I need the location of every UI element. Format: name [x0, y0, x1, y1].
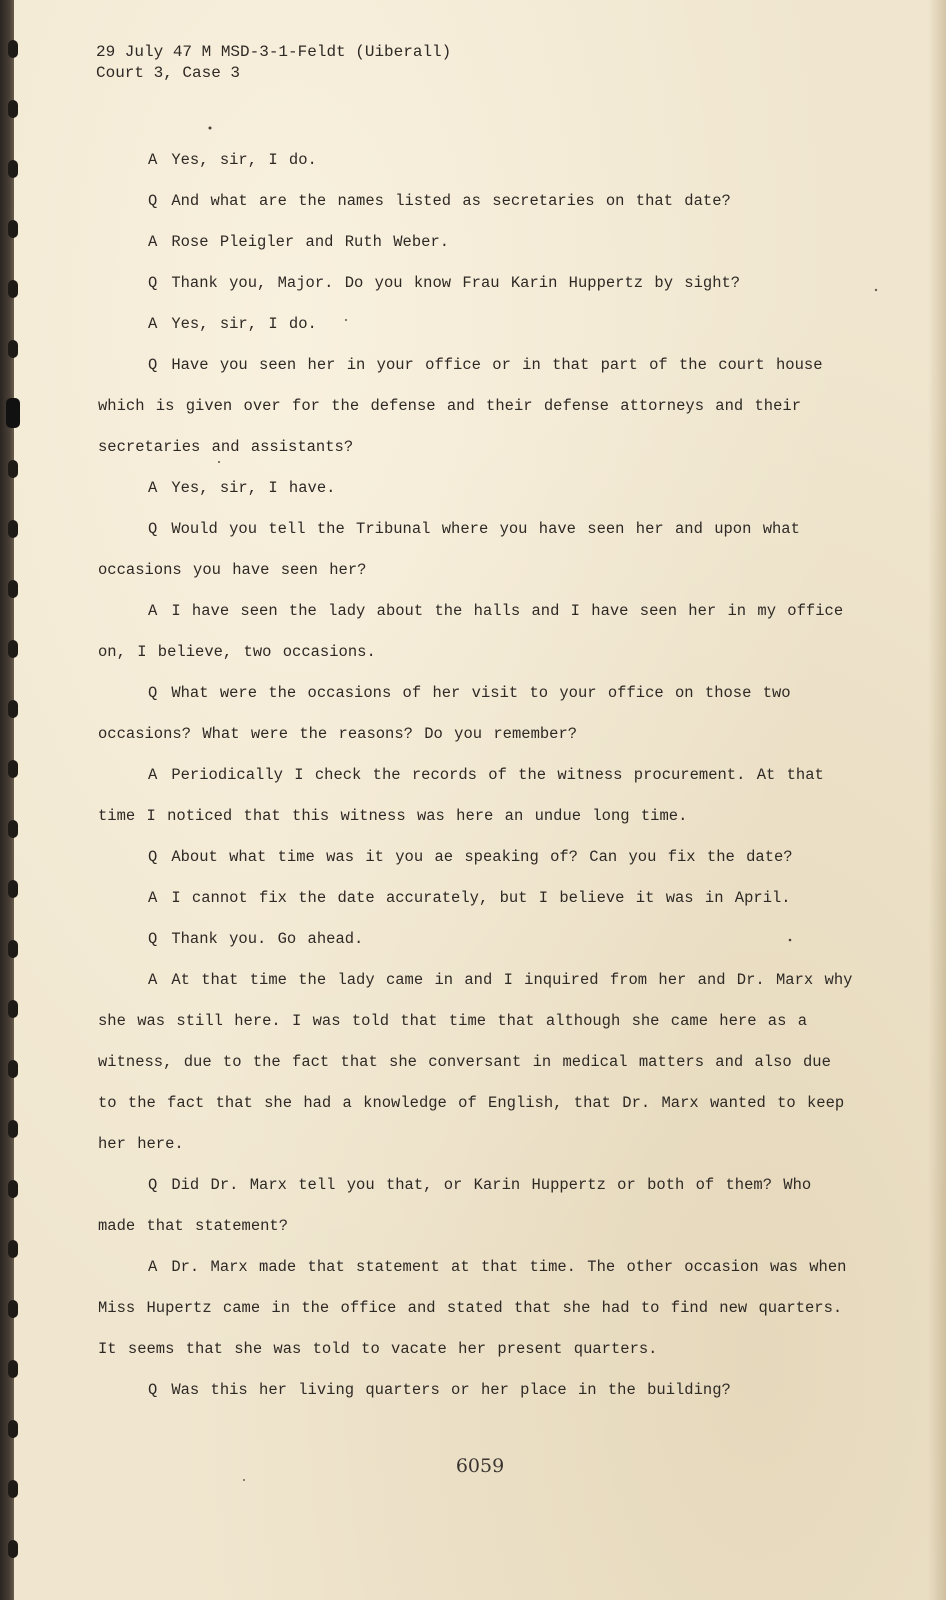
- paragraph-text: And what are the names listed as secretaries on that date?: [171, 192, 731, 210]
- paragraph-text: At that time the lady came in and I inquired from her and Dr. Marx why she was still here. I was told that time that although she came here as a witness, due to the fact that she conversant in medical matters and also due to the fact that she had a knowledge of English, that Dr. Marx wanted to keep her here.: [98, 971, 853, 1153]
- paragraph-text: Thank you. Go ahead.: [171, 930, 364, 948]
- speaker-label: A: [148, 233, 158, 251]
- answer-paragraph: [98, 468, 858, 509]
- question-paragraph: [98, 345, 858, 468]
- answer-paragraph: [98, 140, 858, 181]
- question-paragraph: [98, 509, 858, 591]
- answer-paragraph: [98, 304, 858, 345]
- question-paragraph: [98, 1165, 858, 1247]
- answer-paragraph: [98, 960, 858, 1165]
- speaker-label: A: [148, 766, 158, 784]
- answer-paragraph: [98, 591, 858, 673]
- speaker-label: Q: [148, 356, 158, 374]
- header-court-line: Court 3, Case 3: [96, 64, 241, 82]
- question-paragraph: [98, 263, 858, 304]
- binding-holes: [8, 0, 22, 1600]
- question-paragraph: [98, 837, 858, 878]
- paragraph-text: Yes, sir, I have.: [171, 479, 336, 497]
- speaker-label: A: [148, 1258, 158, 1276]
- speaker-label: A: [148, 971, 158, 989]
- speaker-label: Q: [148, 684, 158, 702]
- paragraph-text: I have seen the lady about the halls and I have seen her in my office on, I believe, two occasions.: [98, 602, 844, 661]
- paragraph-text: Would you tell the Tribunal where you have seen her and upon what occasions you have seen her?: [98, 520, 800, 579]
- speaker-label: A: [148, 602, 158, 620]
- paragraph-text: Yes, sir, I do.: [171, 151, 317, 169]
- paragraph-text: Thank you, Major. Do you know Frau Karin Huppertz by sight?: [171, 274, 741, 292]
- speaker-label: Q: [148, 1176, 158, 1194]
- paragraph-text: Periodically I check the records of the witness procurement. At that time I noticed that this witness was here an undue long time.: [98, 766, 824, 825]
- transcript-page: [14, 0, 946, 1600]
- question-paragraph: [98, 673, 858, 755]
- speaker-label: Q: [148, 274, 158, 292]
- transcript-body: [98, 140, 858, 1411]
- answer-paragraph: [98, 755, 858, 837]
- question-paragraph: [98, 919, 858, 960]
- paragraph-text: Have you seen her in your office or in that part of the court house which is given over for the defense and their defense attorneys and their secretaries and assistants?: [98, 356, 823, 456]
- paragraph-text: Yes, sir, I do.: [171, 315, 317, 333]
- page-edge-shadow: [928, 0, 946, 1600]
- speaker-label: A: [148, 315, 158, 333]
- answer-paragraph: [98, 878, 858, 919]
- question-paragraph: [98, 1370, 858, 1411]
- page-number: 6059: [455, 1455, 505, 1477]
- paragraph-text: What were the occasions of her visit to your office on those two occasions? What were the reasons? Do you remember?: [98, 684, 791, 743]
- speaker-label: A: [148, 151, 158, 169]
- paragraph-text: About what time was it you ae speaking of? Can you fix the date?: [171, 848, 793, 866]
- paragraph-text: Dr. Marx made that statement at that time. The other occasion was when Miss Hupertz came in the office and stated that she had to find new quarters. It seems that she was told to vacate her present quarters.: [98, 1258, 847, 1358]
- answer-paragraph: [98, 1247, 858, 1370]
- paragraph-text: I cannot fix the date accurately, but I believe it was in April.: [171, 889, 791, 907]
- document-header: [96, 42, 451, 84]
- speaker-label: Q: [148, 520, 158, 538]
- answer-paragraph: [98, 222, 858, 263]
- paragraph-text: Was this her living quarters or her place in the building?: [171, 1381, 731, 1399]
- speaker-label: Q: [148, 1381, 158, 1399]
- paragraph-text: Rose Pleigler and Ruth Weber.: [171, 233, 450, 251]
- speaker-label: Q: [148, 930, 158, 948]
- speaker-label: A: [148, 889, 158, 907]
- header-date-line: 29 July 47 M MSD-3-1-Feldt (Uiberall): [96, 43, 452, 61]
- question-paragraph: [98, 181, 858, 222]
- speaker-label: Q: [148, 848, 158, 866]
- speaker-label: Q: [148, 192, 158, 210]
- speaker-label: A: [148, 479, 158, 497]
- paragraph-text: Did Dr. Marx tell you that, or Karin Huppertz or both of them? Who made that statement?: [98, 1176, 812, 1235]
